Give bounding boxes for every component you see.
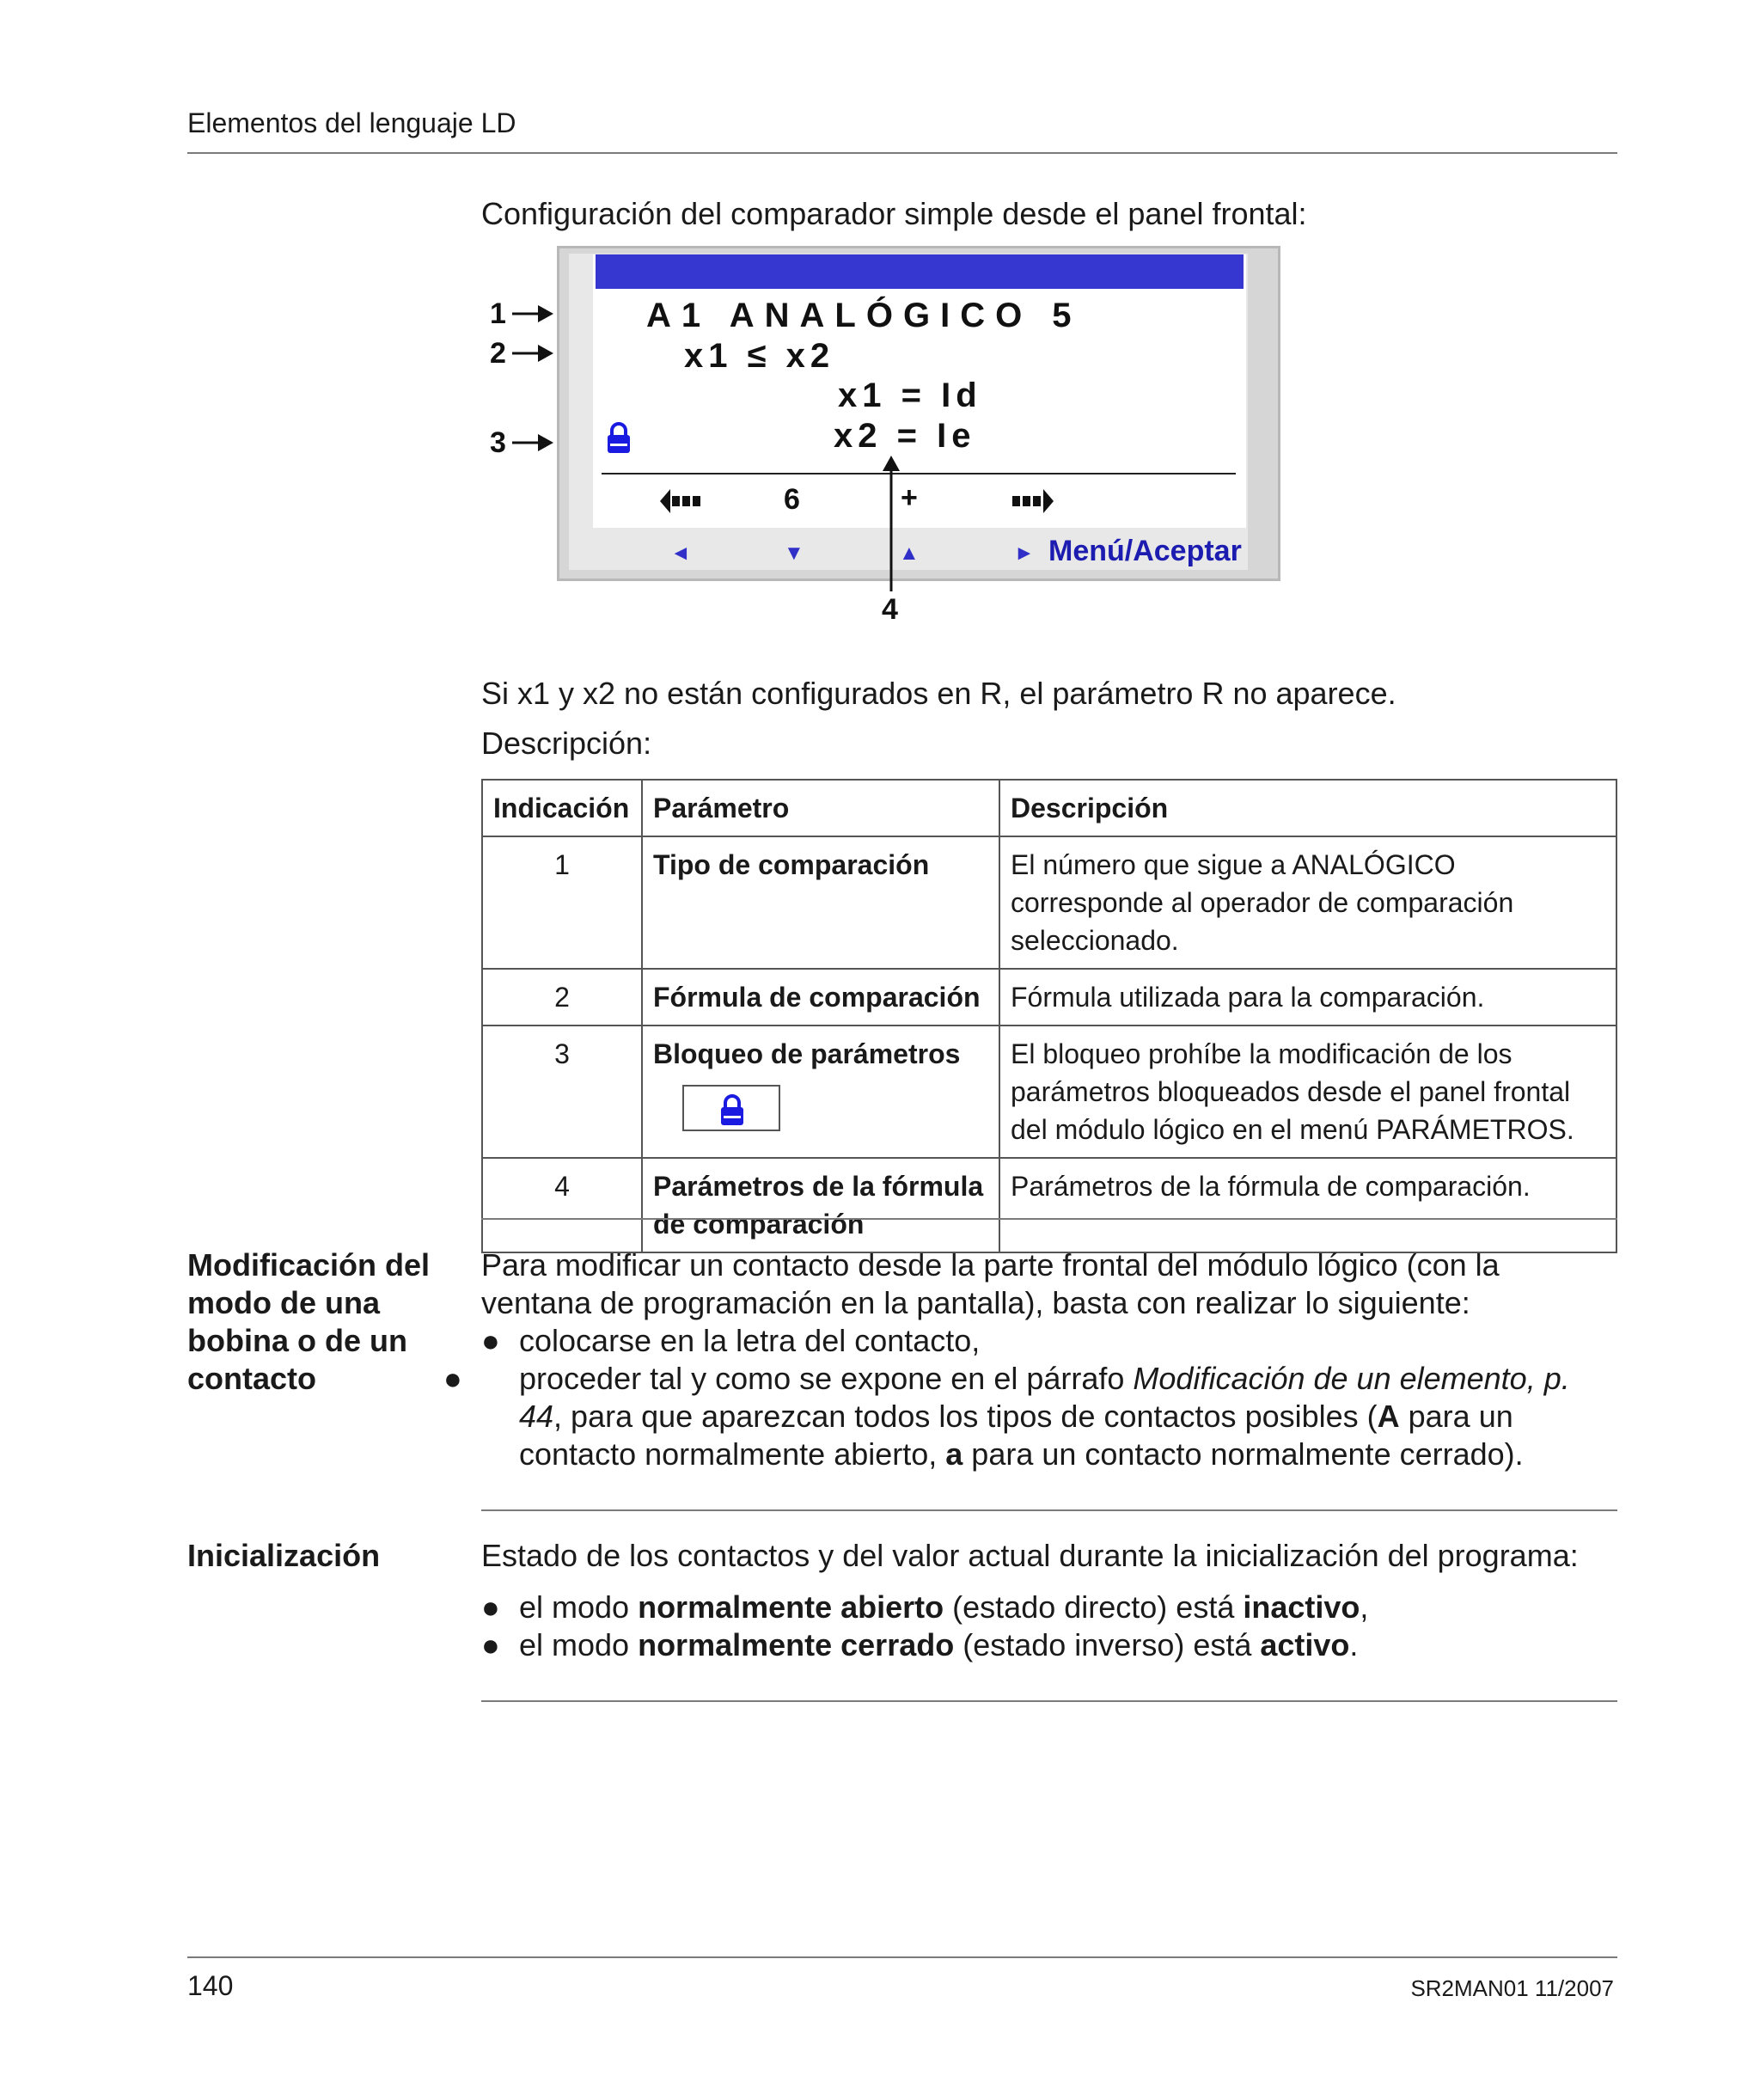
cell-parametro-label: Bloqueo de parámetros	[653, 1038, 961, 1069]
header-indicacion: Indicación	[482, 780, 642, 836]
list-item: ● el modo normalmente cerrado (estado inverso) está activo.	[481, 1627, 1359, 1662]
cell-descripcion: Parámetros de la fórmula de comparación.	[999, 1158, 1616, 1252]
cell-descripcion: El número que sigue a ANALÓGICO corresponde al operador de comparación seleccionado.	[999, 836, 1616, 969]
table-header-row	[482, 780, 1616, 836]
callout-arrow-2	[512, 340, 555, 366]
lcd-separator	[602, 473, 1236, 474]
section-heading-modificacion: Modificación del modo de una bobina o de un contacto	[187, 1247, 431, 1396]
bullet-dot: ●	[481, 1323, 500, 1358]
list-item: ● proceder tal y como se expone en el párrafo Modificación de un elemento, p. 44, para que aparezcan todos los tipos de contactos posibles (A para un contacto normalmente abierto, a para un contacto normalmente cerrado).	[443, 1361, 1570, 1472]
softkey-plus[interactable]: +	[901, 481, 918, 514]
cell-indicacion: 4	[482, 1158, 642, 1252]
lcd-line-x1: x1 = Id	[838, 377, 982, 414]
section-rule	[481, 1509, 1617, 1511]
table-row	[482, 836, 1616, 969]
section-heading-inicializacion: Inicialización	[187, 1538, 381, 1573]
footer-rule	[187, 1956, 1617, 1958]
bullet-dot: ●	[481, 1627, 500, 1662]
scroll-right-icon[interactable]	[1005, 487, 1054, 516]
scroll-left-icon[interactable]	[660, 487, 708, 516]
cross-reference[interactable]: Modificación de un elemento, p. 44	[519, 1361, 1570, 1434]
key-down[interactable]: ▼	[784, 542, 804, 565]
cell-parametro: Tipo de comparación	[642, 836, 999, 969]
bullet-dot: ●	[481, 1589, 500, 1625]
header-descripcion: Descripción	[999, 780, 1616, 836]
callout-2: 2	[490, 337, 506, 370]
lcd-line-function: A1 ANALÓGICO 5	[646, 297, 1082, 334]
cell-indicacion: 2	[482, 969, 642, 1026]
cell-descripcion: El bloqueo prohíbe la modificación de los parámetros bloqueados desde el panel frontal del módulo lógico en el menú PARÁMETROS.	[999, 1026, 1616, 1158]
list-item: ● el modo normalmente abierto (estado directo) está inactivo,	[481, 1589, 1369, 1625]
document-code: SR2MAN01 11/2007	[1410, 1975, 1614, 2001]
section-rule	[481, 1218, 1617, 1220]
callout-1: 1	[490, 297, 506, 330]
parameter-table	[481, 779, 1617, 1253]
key-right[interactable]: ►	[1014, 542, 1035, 565]
cell-parametro: Parámetros de la fórmula de comparación	[642, 1158, 999, 1252]
header-parametro: Parámetro	[642, 780, 999, 836]
page-number: 140	[187, 1970, 234, 2001]
section-modificacion-body	[443, 1246, 1617, 1473]
callout-3: 3	[490, 426, 506, 459]
cell-indicacion: 3	[482, 1026, 642, 1158]
softkey-value[interactable]: 6	[784, 483, 800, 516]
description-label: Descripción:	[481, 726, 652, 761]
bullet-dot: ●	[443, 1361, 462, 1396]
callout-4: 4	[882, 593, 898, 626]
lock-icon	[607, 421, 631, 454]
lcd-line-x2: x2 = Ie	[834, 417, 976, 455]
paragraph: Para modificar un contacto desde la parte frontal del módulo lógico (con la ventana de programación en la pantalla), basta con realizar lo siguiente:	[481, 1247, 1500, 1320]
cell-parametro: Fórmula de comparación	[642, 969, 999, 1026]
table-row	[482, 1026, 1616, 1158]
lcd-line-formula: x1 ≤ x2	[684, 337, 835, 375]
cell-indicacion: 1	[482, 836, 642, 969]
menu-accept-button[interactable]: Menú/Aceptar	[1048, 535, 1242, 567]
table-row	[482, 1158, 1616, 1252]
callout-arrow-1	[512, 301, 555, 327]
table-row	[482, 969, 1616, 1026]
callout-arrow-4	[878, 456, 904, 593]
figure-intro: Configuración del comparador simple desde el panel frontal:	[481, 196, 1307, 231]
callout-arrow-3	[512, 430, 555, 456]
lcd-title-bar	[596, 254, 1244, 289]
note-text: Si x1 y x2 no están configurados en R, el parámetro R no aparece.	[481, 676, 1396, 711]
lock-icon	[720, 1093, 744, 1126]
lock-icon-box	[682, 1085, 780, 1131]
key-up[interactable]: ▲	[899, 542, 920, 565]
key-left[interactable]: ◄	[670, 542, 691, 565]
header-rule	[187, 152, 1617, 154]
list-item: ● colocarse en la letra del contacto,	[481, 1323, 981, 1358]
running-header: Elementos del lenguaje LD	[187, 107, 516, 138]
cell-parametro	[642, 1026, 999, 1158]
paragraph: Estado de los contactos y del valor actual durante la inicialización del programa:	[481, 1538, 1579, 1573]
section-rule	[481, 1700, 1617, 1702]
section-inicializacion-body	[481, 1537, 1617, 1664]
cell-descripcion: Fórmula utilizada para la comparación.	[999, 969, 1616, 1026]
